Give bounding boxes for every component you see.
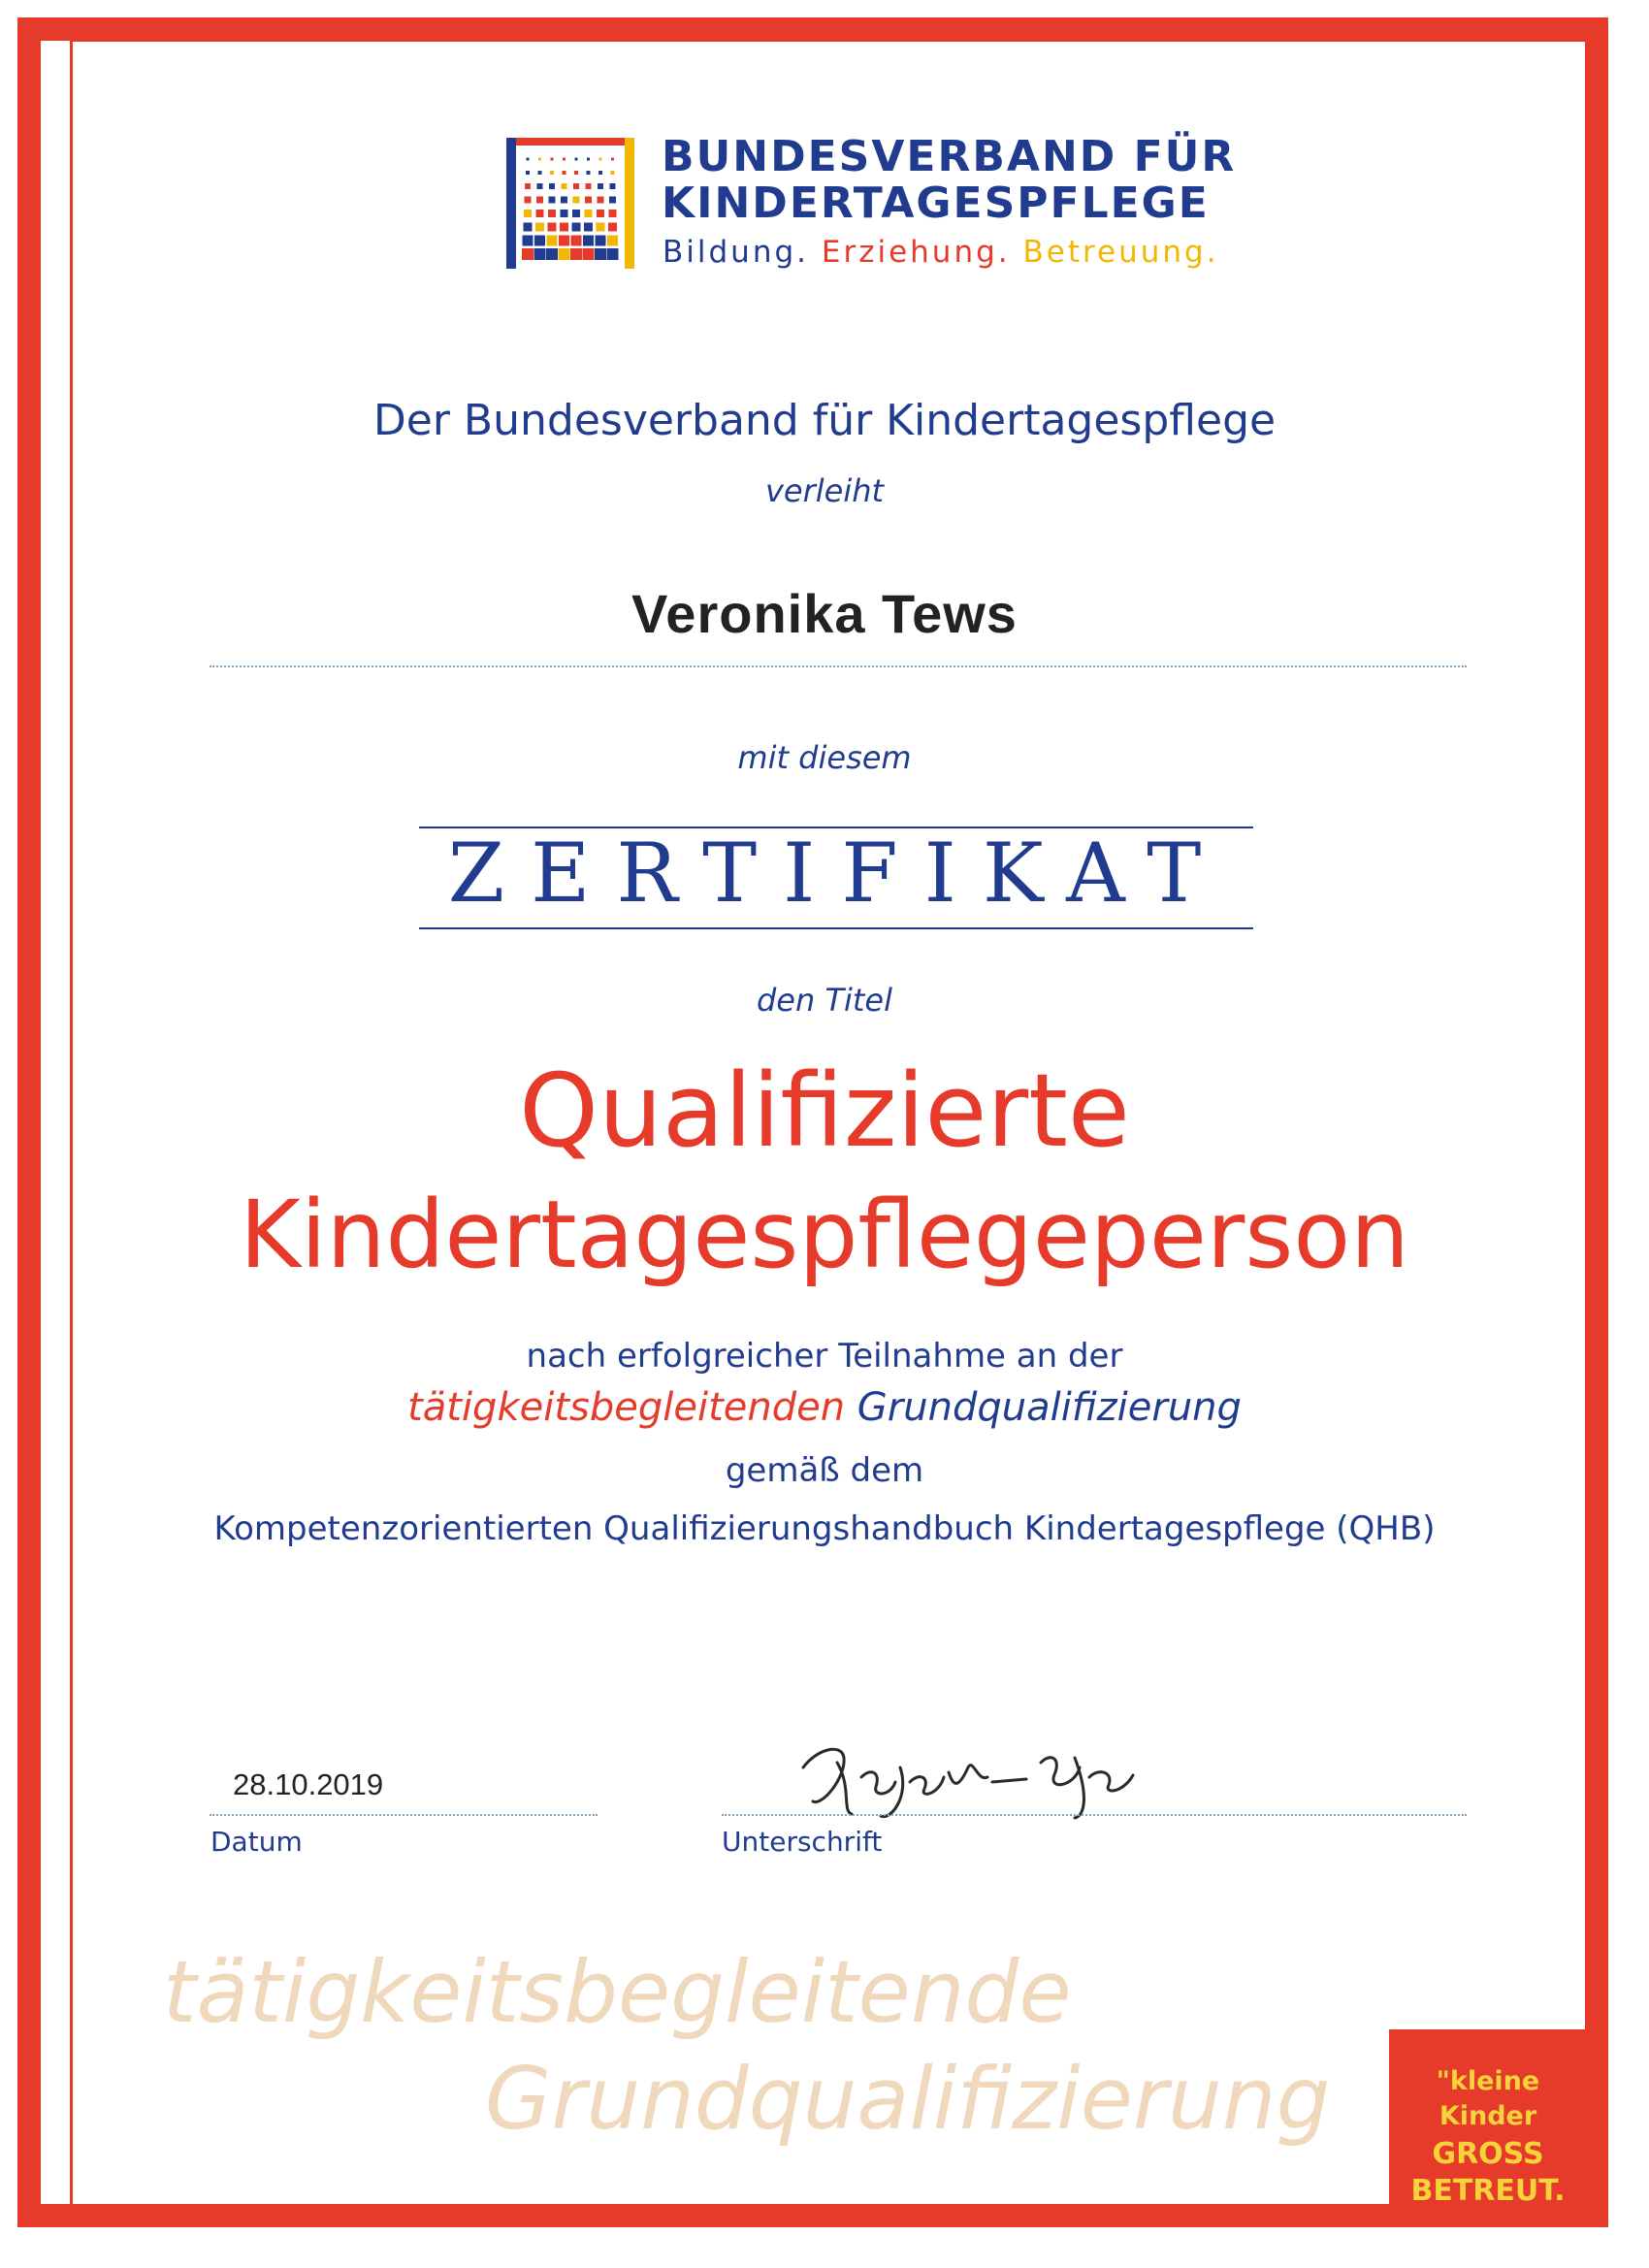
logo-mosaic-square <box>598 171 602 175</box>
logo-mosaic-square <box>524 210 532 217</box>
logo-mosaic-square <box>610 183 616 189</box>
logo-mosaic-square <box>559 248 570 260</box>
badge-line2: Kinder <box>1439 2101 1537 2131</box>
logo-mosaic-square <box>608 223 617 232</box>
logo-mosaic-square <box>597 210 604 217</box>
logo-mosaic-square <box>550 171 554 175</box>
logo-mosaic-square <box>574 171 578 175</box>
logo-mosaic-square <box>549 197 556 204</box>
logo-mosaic-square <box>585 210 593 217</box>
logo-mosaic-square <box>546 248 558 260</box>
logo-mosaic-square <box>575 158 578 161</box>
logo-mosaic-square <box>538 171 542 175</box>
logo-mosaic-square <box>599 158 602 161</box>
logo-tagline <box>663 235 1219 270</box>
completion-text-line2 <box>0 1385 1649 1430</box>
logo-mosaic-square <box>573 197 580 204</box>
logo-mosaic-square <box>598 197 604 204</box>
logo-mosaic-square <box>561 197 567 204</box>
badge-line1: "kleine <box>1436 2066 1540 2096</box>
tagline-erziehung: Erziehung. <box>821 235 1011 270</box>
logo-mosaic-square <box>549 183 555 189</box>
signature-line <box>722 1814 1467 1816</box>
program-name-blue: Grundqualifizierung <box>857 1385 1242 1430</box>
logo-mosaic-square <box>586 183 592 189</box>
logo-mosaic-square <box>587 171 591 175</box>
logo-mosaic-square <box>551 158 554 161</box>
bundesverband-logo-icon <box>506 138 634 269</box>
logo-mosaic-square <box>572 210 580 217</box>
logo-mosaic-square <box>607 236 618 246</box>
date-value: 28.10.2019 <box>233 1767 384 1801</box>
logo-mosaic-square <box>585 197 592 204</box>
recipient-name: Veronika Tews <box>631 583 1018 644</box>
logo-name-line1: BUNDESVERBAND FÜR <box>662 132 1237 181</box>
completion-text-line4: Kompetenzorientierten Qualifizierungshandbuch Kindertagespflege (QHB) <box>213 1509 1436 1548</box>
logo-mosaic-square <box>611 158 614 161</box>
badge-line3: GROSS <box>1432 2137 1544 2171</box>
logo-mosaic-square <box>609 197 616 204</box>
logo-mosaic-square <box>607 248 619 260</box>
watermark-line1: tätigkeitsbegleitende <box>163 1942 1072 2042</box>
certificate-title: ZERTIFIKAT <box>447 826 1228 921</box>
watermark-line2: Grundqualifizierung <box>485 2049 1331 2149</box>
logo-mosaic-square <box>563 158 566 161</box>
title-intro-text: den Titel <box>756 982 892 1019</box>
logo-mosaic-square <box>571 236 582 246</box>
certificate-rule-bottom <box>419 927 1253 929</box>
logo-mosaic-square <box>535 223 544 232</box>
logo-mosaic-square <box>538 158 541 161</box>
badge-line4: BETREUT. <box>1410 2174 1566 2208</box>
logo-mosaic-square <box>534 248 546 260</box>
tagline-bildung: Bildung. <box>663 235 809 270</box>
issuer-text: Der Bundesverband für Kindertagespflege <box>372 396 1277 445</box>
kleine-kinder-badge <box>1389 2029 1587 2223</box>
logo-mosaic-square <box>583 236 594 246</box>
handwritten-signature <box>784 1729 1191 1821</box>
logo-mosaic-square <box>548 223 557 232</box>
logo-mosaic-square <box>583 248 595 260</box>
logo-mosaic-square <box>522 248 534 260</box>
logo-mosaic-square <box>584 223 593 232</box>
logo-mosaic-square <box>560 223 568 232</box>
logo-mosaic-square <box>536 210 544 217</box>
logo-mosaic-square <box>562 183 567 189</box>
logo-mosaic-square <box>523 236 534 246</box>
tagline-betreuung: Betreuung. <box>1022 235 1219 270</box>
logo-mosaic-square <box>526 171 530 175</box>
logo-mosaic-square <box>573 183 579 189</box>
signature-label: Unterschrift <box>722 1826 883 1858</box>
logo-mosaic-square <box>572 223 581 232</box>
logo-mosaic-square <box>534 236 545 246</box>
recipient-underline <box>210 665 1467 667</box>
logo-mosaic-square <box>611 171 615 175</box>
logo-mosaic-square <box>525 197 532 204</box>
awarded-title-line1: Qualifizierte <box>519 1052 1130 1170</box>
logo-name-line2: KINDERTAGESPFLEGE <box>662 178 1210 228</box>
program-name-red: tätigkeitsbegleitenden <box>407 1385 846 1430</box>
logo-mosaic-square <box>537 183 543 189</box>
logo-mosaic-square <box>596 236 606 246</box>
logo-mosaic-square <box>609 210 617 217</box>
logo-mosaic-square <box>587 158 590 161</box>
date-line <box>210 1814 598 1816</box>
logo-mosaic-square <box>598 183 603 189</box>
logo-mosaic-square <box>563 171 566 175</box>
logo-mosaic-square <box>536 197 543 204</box>
logo-mosaic-square <box>525 183 531 189</box>
logo-mosaic-square <box>570 248 582 260</box>
logo-mosaic-square <box>597 223 605 232</box>
completion-text-line1: nach erfolgreicher Teilnahme an der <box>526 1337 1123 1376</box>
logo-mosaic-square <box>527 158 530 161</box>
logo-mosaic-square <box>548 210 556 217</box>
logo-mosaic-square <box>559 236 569 246</box>
with-this-text: mit diesem <box>737 739 912 776</box>
logo-mosaic-square <box>547 236 558 246</box>
awarded-title-line2: Kindertagespflegeperson <box>240 1181 1409 1289</box>
logo-mosaic-square <box>561 210 568 217</box>
verb-text: verleiht <box>764 472 885 509</box>
date-label: Datum <box>210 1826 303 1858</box>
completion-text-line3: gemäß dem <box>725 1451 924 1490</box>
logo-mosaic-square <box>595 248 606 260</box>
logo-mosaic-square <box>524 223 533 232</box>
